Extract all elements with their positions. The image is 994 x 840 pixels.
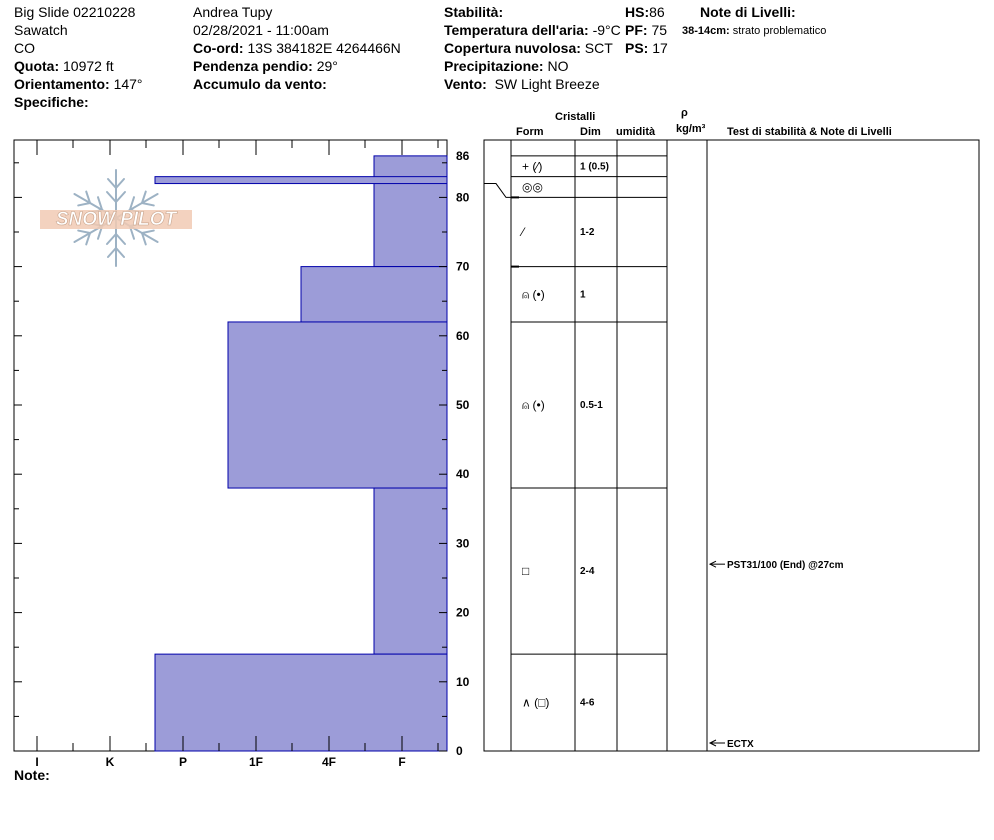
site-name: Big Slide 02210228 [14, 4, 136, 20]
crystal-size-label: 0.5-1 [580, 400, 603, 411]
crystal-size-label: 1 (0.5) [580, 161, 609, 173]
slope-value: 29° [316, 58, 338, 74]
crystal-form-symbol: ◎◎ [522, 180, 543, 195]
elevation-label: Quota: [14, 58, 60, 74]
rho-header: ρ [681, 107, 688, 119]
crystal-form-symbol: + (⁄) [522, 159, 543, 174]
layer-notes-text: strato problematico [732, 25, 827, 37]
crystal-table-frame [484, 140, 979, 751]
datetime: 02/28/2021 - 11:00am [193, 22, 329, 38]
wind-value: SW Light Breeze [494, 76, 600, 92]
height-tick-label: 40 [456, 467, 470, 482]
coord-label: Co-ord: [193, 40, 244, 56]
crystals-header: Cristalli [555, 111, 596, 123]
wind-loading-label: Accumulo da vento: [193, 76, 327, 92]
density-unit-header: kg/m³ [676, 123, 706, 135]
crystal-size-label: 4-6 [580, 697, 595, 709]
ps-label: PS: [625, 40, 649, 56]
thin-layer-bar [155, 177, 447, 184]
aspect-value: 147° [113, 76, 143, 92]
hardness-layer-bar [374, 156, 447, 267]
stability-test-label: PST31/100 (End) @27cm [727, 560, 844, 572]
observer: Andrea Tupy [193, 4, 273, 20]
height-tick-label: 60 [456, 328, 470, 343]
layer-notes-title: Note di Livelli: [700, 4, 796, 20]
logo-text: SNOW PILOT [55, 209, 177, 230]
hardness-category-label: 4F [321, 755, 337, 769]
specifics-label: Specifiche: [14, 94, 89, 110]
crystal-size-label: 1-2 [580, 227, 595, 238]
pf-label: PF: [625, 22, 648, 38]
dim-header: Dim [580, 126, 601, 138]
height-tick-label: 86 [456, 148, 470, 163]
hardness-layer-bar [228, 322, 447, 488]
pf-value: 75 [651, 22, 668, 38]
hardness-layer-bar [374, 488, 447, 654]
air-temp-value: -9°C [592, 22, 621, 38]
height-tick-label: 20 [456, 605, 470, 620]
crystal-form-symbol: ⁄ [522, 225, 525, 239]
crystal-form-symbol: □ [522, 564, 530, 579]
layer-leader-line [484, 184, 517, 198]
slope-label: Pendenza pendio: [193, 58, 313, 74]
hardness-category-label: K [105, 755, 115, 769]
humidity-header: umidità [616, 126, 656, 138]
aspect-label: Orientamento: [14, 76, 110, 92]
air-temp-label: Temperatura dell'aria: [444, 22, 589, 38]
height-tick-label: 50 [456, 398, 470, 412]
state-name: CO [14, 40, 35, 56]
height-tick-label: 30 [456, 536, 470, 551]
hs-label: HS: [625, 4, 650, 20]
form-header: Form [516, 126, 544, 138]
stability-label: Stabilità: [444, 4, 504, 20]
hardness-layer-bar [155, 654, 447, 751]
stability-test-label: ECTX [727, 739, 754, 750]
crystal-form-symbol: ⍝ (•) [522, 398, 545, 412]
crystal-size-label: 2-4 [580, 566, 595, 578]
height-tick-label: 80 [456, 190, 470, 205]
layer-notes-range: 38-14cm: [682, 25, 730, 37]
coord-value: 13S 384182E 4264466N [247, 40, 401, 56]
note-label: Note: [14, 767, 50, 783]
height-tick-label: 70 [456, 259, 470, 274]
crystal-size-label: 1 [580, 289, 586, 301]
hardness-category-label: F [398, 755, 406, 769]
ps-value: 17 [652, 40, 668, 56]
crystal-form-symbol: ∧ (□) [522, 695, 550, 710]
precip-label: Precipitazione: [444, 58, 544, 74]
cloud-value: SCT [584, 40, 613, 56]
hardness-category-label: 1F [248, 755, 264, 769]
precip-value: NO [547, 58, 569, 74]
height-tick-label: 0 [456, 744, 463, 758]
tests-header: Test di stabilità & Note di Livelli [727, 126, 892, 138]
wind-label: Vento: [444, 76, 487, 92]
elevation-value: 10972 ft [63, 58, 114, 74]
crystal-form-symbol: ⍝ (•) [522, 287, 545, 302]
cloud-label: Copertura nuvolosa: [444, 40, 581, 56]
hardness-category-label: P [178, 755, 188, 769]
hs-value: 86 [649, 4, 665, 20]
hardness-category-label: I [35, 755, 39, 769]
height-tick-label: 10 [456, 674, 470, 689]
range-name: Sawatch [14, 22, 68, 38]
hardness-layer-bar [301, 267, 447, 322]
